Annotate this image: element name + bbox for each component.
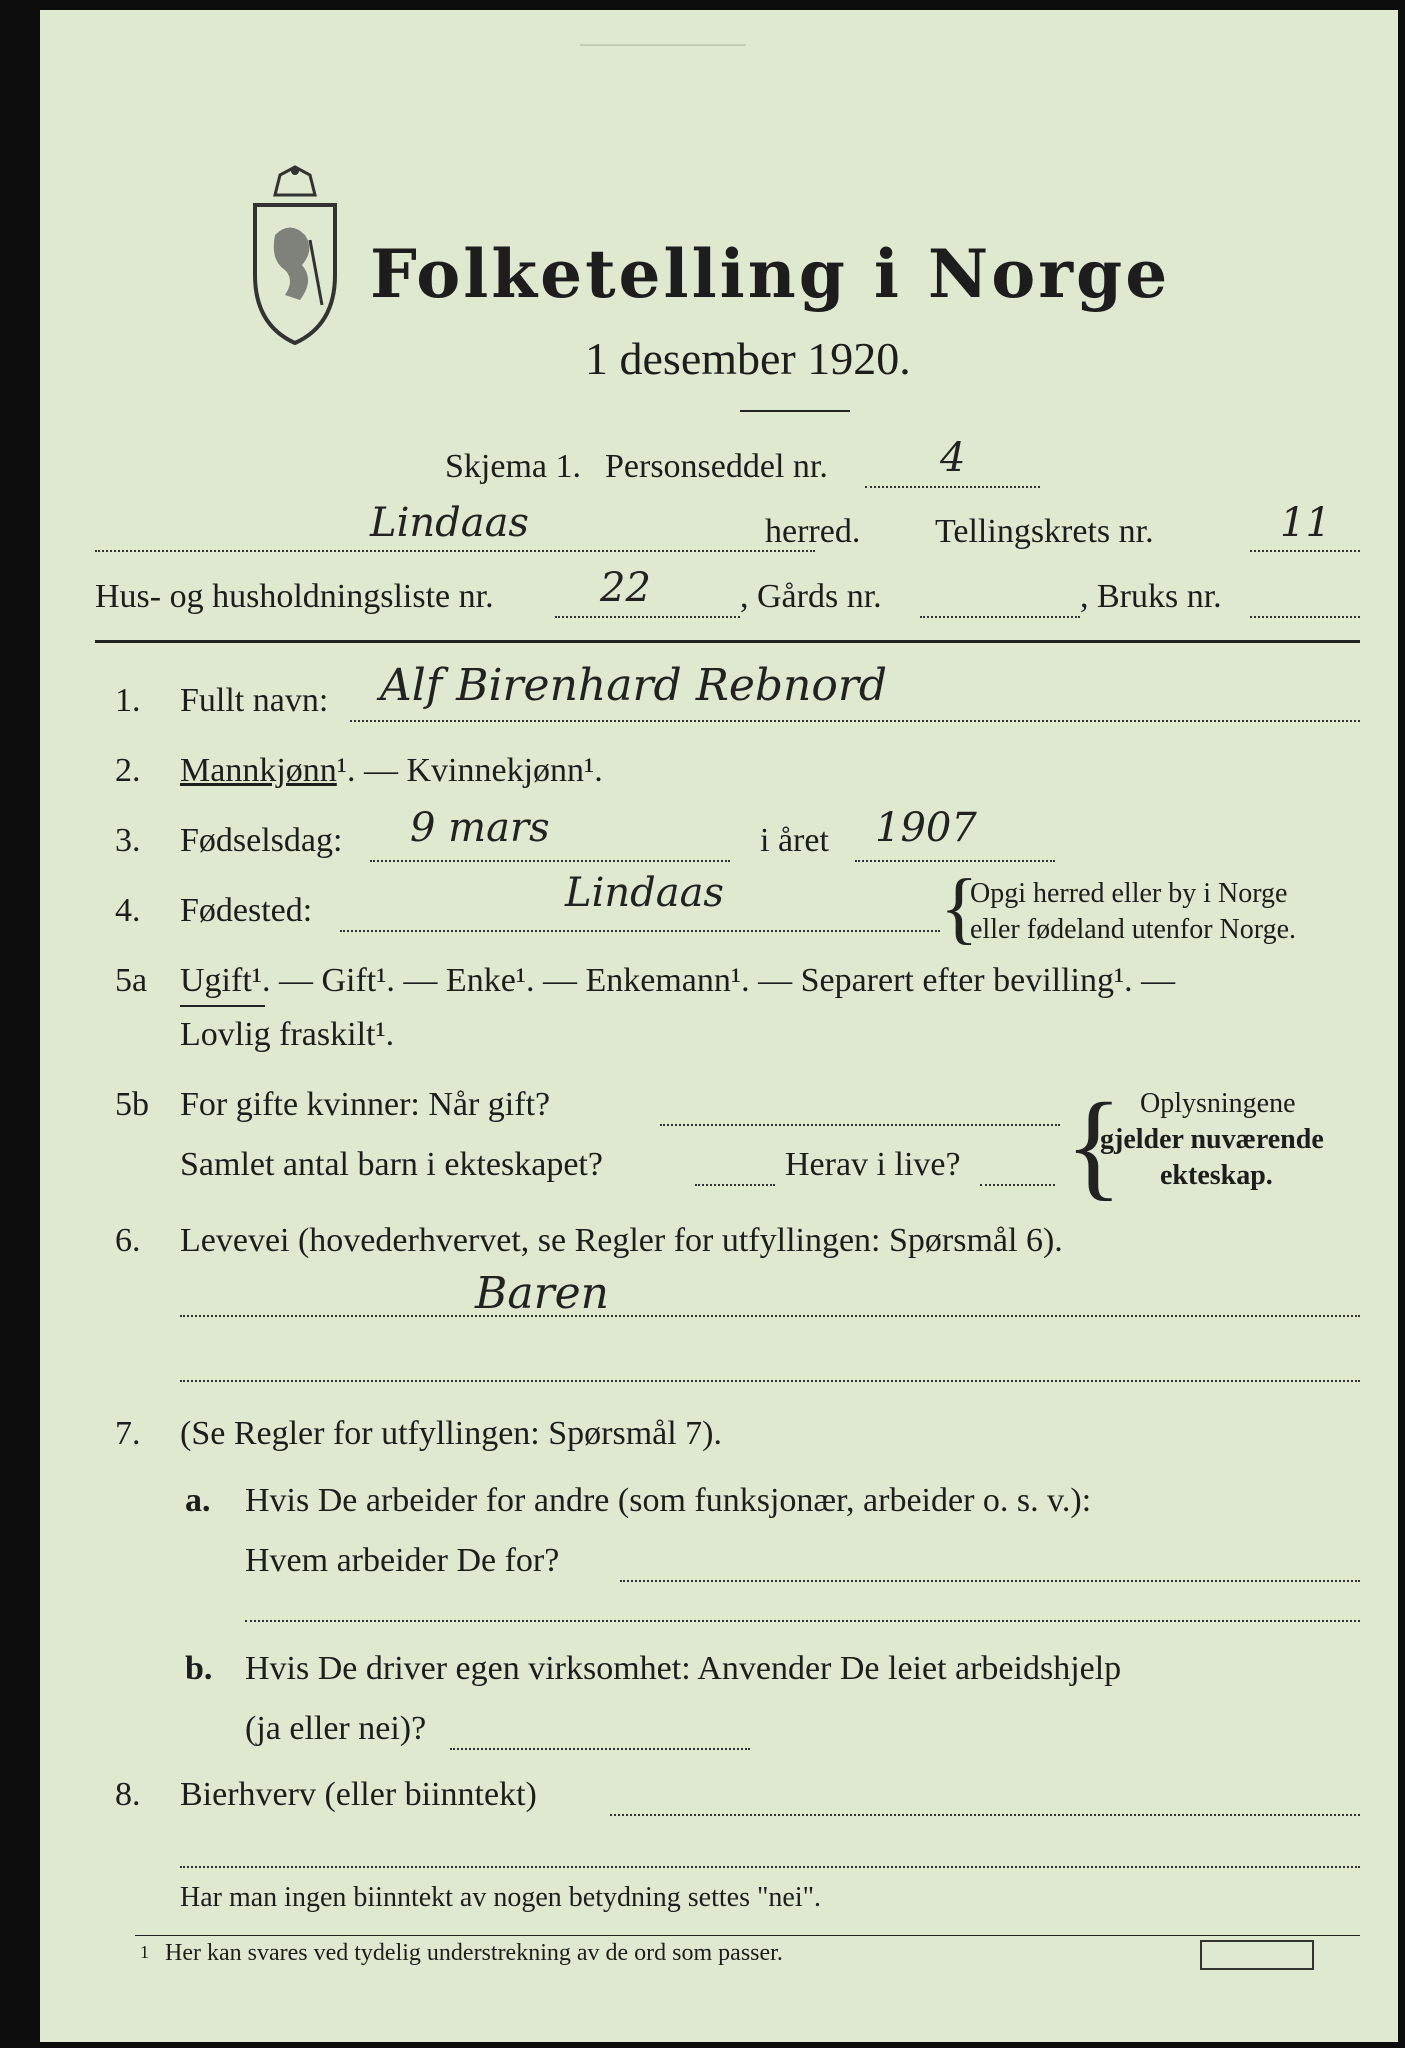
q2-female[interactable]: Kvinnekjønn — [406, 752, 585, 789]
bruks-label: , Bruks nr. — [1080, 578, 1222, 615]
q5b-number: 5b — [115, 1086, 149, 1123]
q5b-alive-field[interactable] — [980, 1184, 1055, 1186]
q6-label: Levevei (hovederhvervet, se Regler for utfyllingen: Spørsmål 6). — [180, 1222, 1063, 1259]
q8-label: Bierhverv (eller biinntekt) — [180, 1776, 537, 1813]
q5a-options[interactable]: Ugift¹. — Gift¹. — Enke¹. — Enkemann¹. — Separert efter bevilling¹. — — [180, 962, 1176, 999]
q7b-letter: b. — [185, 1650, 213, 1687]
form-subtitle: 1 desember 1920. — [585, 333, 911, 384]
q5a-underline-mark — [180, 1005, 265, 1007]
q8-field[interactable] — [610, 1814, 1360, 1816]
q3-number: 3. — [115, 822, 141, 859]
q2-number: 2. — [115, 752, 141, 789]
q1-full-name[interactable]: Alf Birenhard Rebnord — [380, 660, 888, 711]
gards-field[interactable] — [920, 616, 1080, 618]
tellingskrets-value[interactable]: 11 — [1280, 500, 1331, 546]
q2-sex: Mannkjønn¹. — Kvinnekjønn¹. — [180, 752, 603, 789]
tellingskrets-label: Tellingskrets nr. — [935, 513, 1154, 550]
q7b-answer-field[interactable] — [450, 1748, 750, 1750]
q3-birth-day[interactable]: 9 mars — [410, 805, 550, 851]
personseddel-label: Personseddel nr. — [605, 448, 828, 485]
q3-label: Fødselsdag: — [180, 822, 343, 859]
husliste-label: Hus- og husholdningsliste nr. — [95, 578, 494, 615]
bruks-field[interactable] — [1250, 616, 1360, 618]
q5b-note-3: ekteskap. — [1160, 1160, 1273, 1191]
title-divider — [740, 410, 850, 412]
q8-number: 8. — [115, 1776, 141, 1813]
bleed-through-text: ───────── — [580, 30, 746, 59]
gards-label: , Gårds nr. — [740, 578, 882, 615]
q5b-when-married: For gifte kvinner: Når gift? — [180, 1086, 551, 1123]
herred-label: herred. — [765, 513, 861, 550]
q4-number: 4. — [115, 892, 141, 929]
coat-of-arms-icon — [240, 165, 350, 345]
q7-label: (Se Regler for utfyllingen: Spørsmål 7). — [180, 1415, 723, 1452]
q1-number: 1. — [115, 682, 141, 719]
footer-note: Har man ingen biinntekt av nogen betydning settes "nei". — [180, 1882, 822, 1913]
printer-stamp — [1200, 1940, 1314, 1970]
footnote-text: Her kan svares ved tydelig understrekning av de ord som passer. — [165, 1940, 783, 1966]
q7-number: 7. — [115, 1415, 141, 1452]
q2-male[interactable]: Mannkjønn — [180, 752, 337, 789]
q5b-alive: Herav i live? — [785, 1146, 961, 1183]
q5b-note-2: gjelder nuværende — [1100, 1124, 1324, 1155]
q6-extra-line[interactable] — [180, 1380, 1360, 1382]
q3-birth-year[interactable]: 1907 — [875, 805, 977, 851]
q4-birthplace[interactable]: Lindaas — [565, 870, 724, 916]
q7a-employer-field[interactable] — [620, 1580, 1360, 1582]
q4-note-2: eller fødeland utenfor Norge. — [970, 914, 1297, 945]
q7a-letter: a. — [185, 1482, 211, 1519]
q5b-when-field[interactable] — [660, 1124, 1060, 1126]
header-rule — [95, 640, 1360, 643]
q7b-line1: Hvis De driver egen virksomhet: Anvender De leiet arbeidshjelp — [245, 1650, 1122, 1687]
personseddel-value[interactable]: 4 — [940, 435, 966, 481]
q5a-options-line2[interactable]: Lovlig fraskilt¹. — [180, 1016, 395, 1053]
skjema-label: Skjema 1. — [445, 448, 581, 485]
footnote-number: 1 — [140, 1942, 149, 1962]
q5b-note-1: Oplysningene — [1140, 1088, 1296, 1119]
q5a-number: 5a — [115, 962, 148, 999]
q7b-line2: (ja eller nei)? — [245, 1710, 427, 1747]
q5b-children: Samlet antal barn i ekteskapet? — [180, 1146, 603, 1183]
q5b-children-field[interactable] — [695, 1184, 775, 1186]
husliste-value[interactable]: 22 — [600, 565, 651, 611]
q3-year-label: i året — [760, 822, 829, 859]
q7a-line2: Hvem arbeider De for? — [245, 1542, 560, 1579]
q4-note-1: Opgi herred eller by i Norge — [970, 878, 1288, 909]
q7a-line1: Hvis De arbeider for andre (som funksjonær, arbeider o. s. v.): — [245, 1482, 1092, 1519]
q4-label: Fødested: — [180, 892, 313, 929]
herred-value[interactable]: Lindaas — [370, 500, 529, 546]
q1-label: Fullt navn: — [180, 682, 329, 719]
form-title: Folketelling i Norge — [370, 235, 1171, 313]
q6-number: 6. — [115, 1222, 141, 1259]
census-form: ───────── Folketelling i Norge 1 desember 1920. Skjema 1. Personseddel nr. 4 Lindaas herred. Tellingskrets nr. 11 Hus- og husholdningsliste nr. 22 , Gårds nr. , Bruks nr. 1. Fullt navn: Alf Birenhard Rebnord 2. Mannkjønn¹. — Kvinnekjønn¹. 3. Fødselsdag: 9 mars i året 1907 4. Fødested: Lindaas { Opgi herred eller by i Norge eller fødeland utenfor Norge. 5a Ugift¹. — Gift¹. — Enke¹. — Enkemann¹. — Separert efter bevilling¹. — Lovlig fraskilt¹. 5b For gifte kvinner: Når gift? Samlet antal barn i ekteskapet? Herav i live? { Oplysningene gjelder nuværende ekteskap. 6. Levevei (hovederhvervet, se Regler for utfyllingen: Spørsmål 6). Baren 7. (Se Regler for utfyllingen: Spørsmål 7). a. Hvis De arbeider for andre (som funksjonær, arbeider o. s. v.): Hvem arbeider De for? b. Hvis De driver egen virksomhet: Anvender De leiet arbeidshjelp (ja eller nei)? 8. Bierhverv (eller biinntekt) Har man ingen biinntekt av nogen betydning settes "nei". 1 Her kan svares ved tydelig understrekning av de ord som passer. — [40, 10, 1398, 2042]
q6-occupation[interactable]: Baren — [475, 1268, 609, 1319]
